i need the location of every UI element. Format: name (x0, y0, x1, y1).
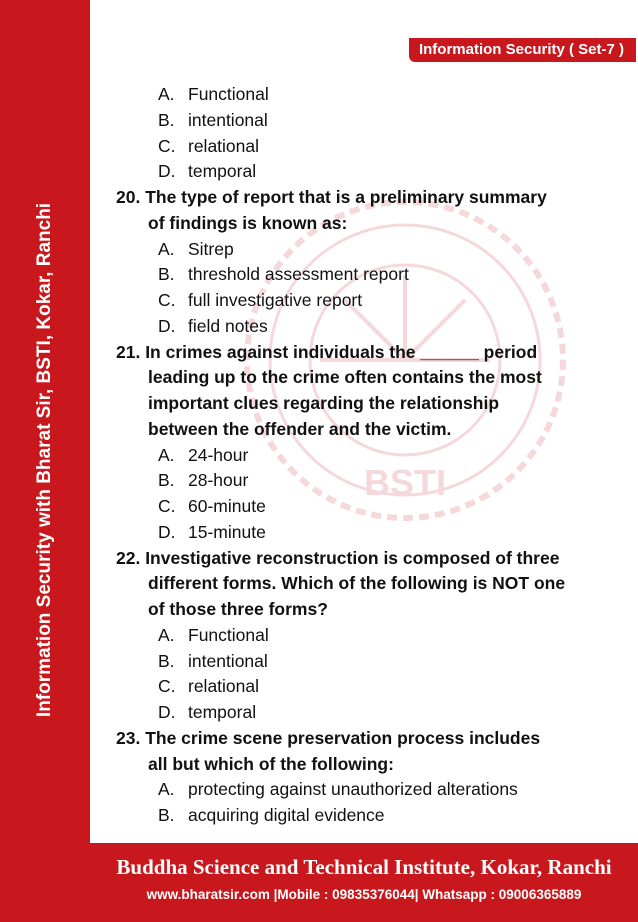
question-continuation: all but which of the following: (148, 753, 394, 774)
answer-option (158, 805, 385, 826)
option-letter: A. (158, 779, 175, 800)
option-letter: A. (158, 624, 175, 645)
option-letter: B. (158, 650, 175, 671)
option-letter: A. (158, 238, 175, 259)
question-continuation: important clues regarding the relationship (148, 393, 500, 413)
set-title-badge: Information Security ( Set-7 ) (409, 38, 636, 62)
answer-option (158, 84, 269, 105)
option-letter: B. (158, 264, 175, 285)
option-text: 24-hour (188, 444, 249, 465)
option-text: 28-hour (188, 470, 249, 491)
answer-option (158, 470, 248, 491)
option-text: intentional (188, 650, 268, 671)
answer-option (158, 625, 269, 646)
question-heading: 21. In crimes against individuals the ______ period (116, 341, 538, 362)
answer-option (158, 110, 268, 131)
question-heading: 20. The type of report that is a preliminary summary (116, 187, 547, 207)
option-text: Sitrep (188, 238, 234, 259)
option-text: Functional (188, 84, 269, 104)
option-text: relational (188, 135, 260, 156)
option-text: temporal (188, 702, 257, 722)
option-letter: B. (158, 109, 175, 130)
option-letter: A. (158, 444, 175, 465)
question-continuation: different forms. Which of the following is NOT one (148, 573, 566, 594)
question-continuation: of those three forms? (148, 599, 328, 619)
option-letter: C. (158, 496, 176, 516)
answer-option (158, 445, 248, 466)
option-text: field notes (188, 315, 268, 336)
option-text: Functional (188, 624, 269, 645)
option-letter: A. (158, 84, 175, 104)
answer-option (158, 676, 259, 697)
answer-option (158, 496, 266, 517)
answer-option (158, 136, 259, 157)
option-letter: B. (158, 470, 175, 491)
watermark-text: BSTI (363, 462, 447, 503)
answer-option (158, 264, 409, 285)
option-letter: C. (158, 290, 176, 310)
answer-option (158, 522, 266, 543)
answer-option (158, 290, 362, 311)
option-text: full investigative report (188, 290, 363, 310)
footer-institute-name: Buddha Science and Technical Institute, Kokar, Ranchi (116, 855, 612, 879)
footer-band (90, 843, 638, 922)
answer-option (158, 239, 234, 260)
question-continuation: leading up to the crime often contains the most (148, 367, 542, 388)
question-continuation: of findings is known as: (148, 212, 348, 233)
option-text: 60-minute (188, 496, 266, 516)
option-letter: D. (158, 521, 176, 542)
option-letter: D. (158, 161, 176, 182)
question-heading: 22. Investigative reconstruction is composed of three (116, 547, 560, 568)
answer-option (158, 161, 256, 182)
option-text: intentional (188, 109, 268, 130)
option-text: protecting against unauthorized alterations (188, 779, 518, 800)
answer-option (158, 651, 268, 672)
option-text: temporal (188, 161, 257, 182)
option-text: acquiring digital evidence (188, 805, 385, 825)
option-text: threshold assessment report (188, 264, 409, 285)
answer-option (158, 702, 256, 723)
option-text: 15-minute (188, 521, 266, 542)
option-letter: C. (158, 676, 176, 697)
footer-contact-info: www.bharatsir.com |Mobile : 09835376044| Whatsapp : 09006365889 (146, 887, 582, 902)
question-continuation: between the offender and the victim. (148, 418, 452, 439)
sidebar-vertical-title: Information Security with Bharat Sir, BSTI, Kokar, Ranchi (34, 202, 55, 718)
option-letter: D. (158, 702, 176, 722)
option-letter: C. (158, 135, 176, 156)
question-heading: 23. The crime scene preservation process includes (116, 727, 541, 748)
option-text: relational (188, 676, 260, 697)
answer-option (158, 316, 268, 337)
option-letter: B. (158, 805, 175, 825)
answer-option (158, 779, 518, 800)
option-letter: D. (158, 315, 176, 336)
